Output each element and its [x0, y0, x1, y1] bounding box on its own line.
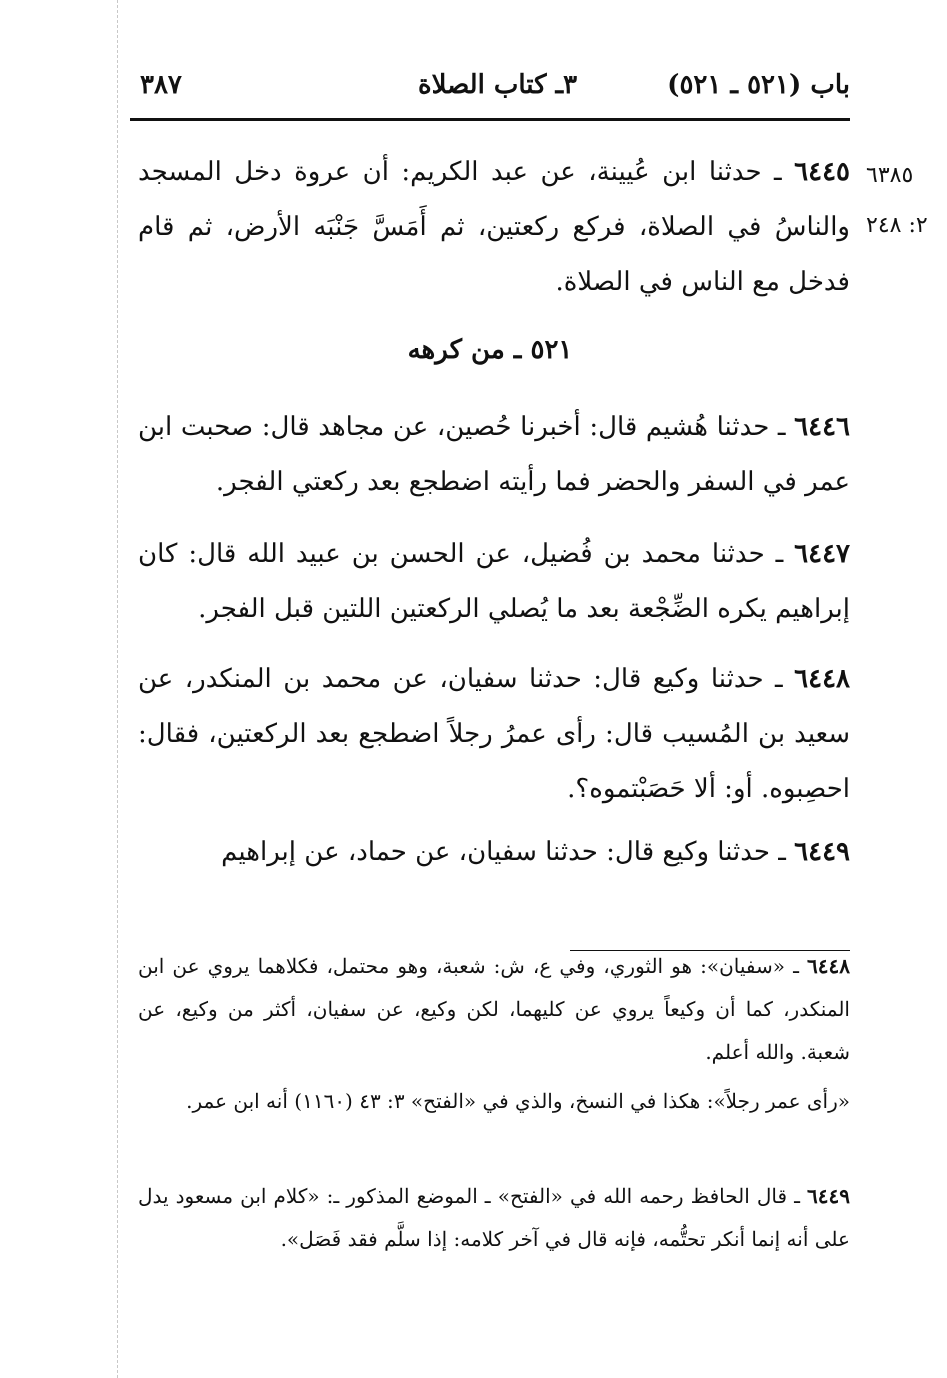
hadith-number: ٦٤٤٨	[794, 664, 850, 694]
hadith-number: ٦٤٤٦	[794, 412, 850, 442]
hadith-text: ـ حدثنا هُشيم قال: أخبرنا حُصين، عن مجاهد قال: صحبت ابن عمر في السفر والحضر فما رأيته اضطجع بعد ركعتي الفجر.	[138, 412, 850, 497]
hadith-entry	[138, 527, 850, 637]
footnote-number: ٦٤٤٨	[807, 954, 850, 978]
margin-ref-6385: ٦٣٨٥	[866, 163, 914, 188]
hadith-entry	[138, 400, 850, 510]
hadith-number: ٦٤٤٩	[794, 837, 850, 867]
header-rule	[130, 118, 850, 121]
hadith-text: ـ حدثنا محمد بن فُضيل، عن الحسن بن عبيد الله قال: كان إبراهيم يكره الضِّجْعة بعد ما يُصلي الركعتين اللتين قبل الفجر.	[138, 539, 850, 624]
hadith-entry	[138, 825, 850, 880]
footnote-text: ـ قال الحافظ رحمه الله في «الفتح» ـ الموضع المذكور ـ: «كلام ابن مسعود يدل على أنه إنما أنكر تحتُّمه، فإنه قال في آخر كلامه: إذا سلَّم فقد فَصَل».	[138, 1184, 850, 1251]
chapter-range: باب (٥٢١ ـ ٥٢١)	[667, 70, 850, 100]
hadith-number: ٦٤٤٧	[794, 539, 850, 569]
hadith-entry	[138, 652, 850, 817]
page-gutter-line	[117, 0, 118, 1378]
footnote	[138, 1175, 850, 1261]
footnote	[138, 1080, 850, 1123]
page-number: ٣٨٧	[140, 70, 182, 100]
section-title: ٥٢١ ـ من كرهه	[407, 335, 573, 365]
book-title: ٣ـ كتاب الصلاة	[418, 70, 578, 100]
footnote-text: «رأى عمر رجلاً»: هكذا في النسخ، والذي في «الفتح» ٣: ٤٣ (١١٦٠) أنه ابن عمر.	[186, 1089, 850, 1113]
hadith-entry	[138, 145, 850, 310]
footnote	[138, 945, 850, 1074]
hadith-text: ـ حدثنا ابن عُيينة، عن عبد الكريم: أن عروة دخل المسجد والناسُ في الصلاة، فركع ركعتين، ثم أَمَسَّ جَنْبَه الأرض، ثم قام فدخل مع الناس في الصلاة.	[138, 157, 850, 297]
hadith-text: ـ حدثنا وكيع قال: حدثنا سفيان، عن محمد بن المنكدر، عن سعيد بن المُسيب قال: رأى عمرُ رجلاً اضطجع بعد الركعتين، فقال: احصِبوه. أو: ألا حَصَبْتموه؟.	[138, 664, 850, 804]
hadith-number: ٦٤٤٥	[794, 157, 850, 187]
footnote-text: ـ «سفيان»: هو الثوري، وفي ع، ش: شعبة، وهو محتمل، فكلاهما يروي عن ابن المنكدر، كما أن وكيعاً يروي عن كليهما، لكن وكيع، عن سفيان، أكثر من وكيع، عن شعبة. والله أعلم.	[138, 954, 850, 1064]
margin-ref-volume: ٢: ٢٤٨	[866, 213, 928, 238]
footnote-number: ٦٤٤٩	[807, 1184, 850, 1208]
page-header	[130, 70, 850, 110]
hadith-text: ـ حدثنا وكيع قال: حدثنا سفيان، عن حماد، عن إبراهيم	[221, 837, 795, 867]
